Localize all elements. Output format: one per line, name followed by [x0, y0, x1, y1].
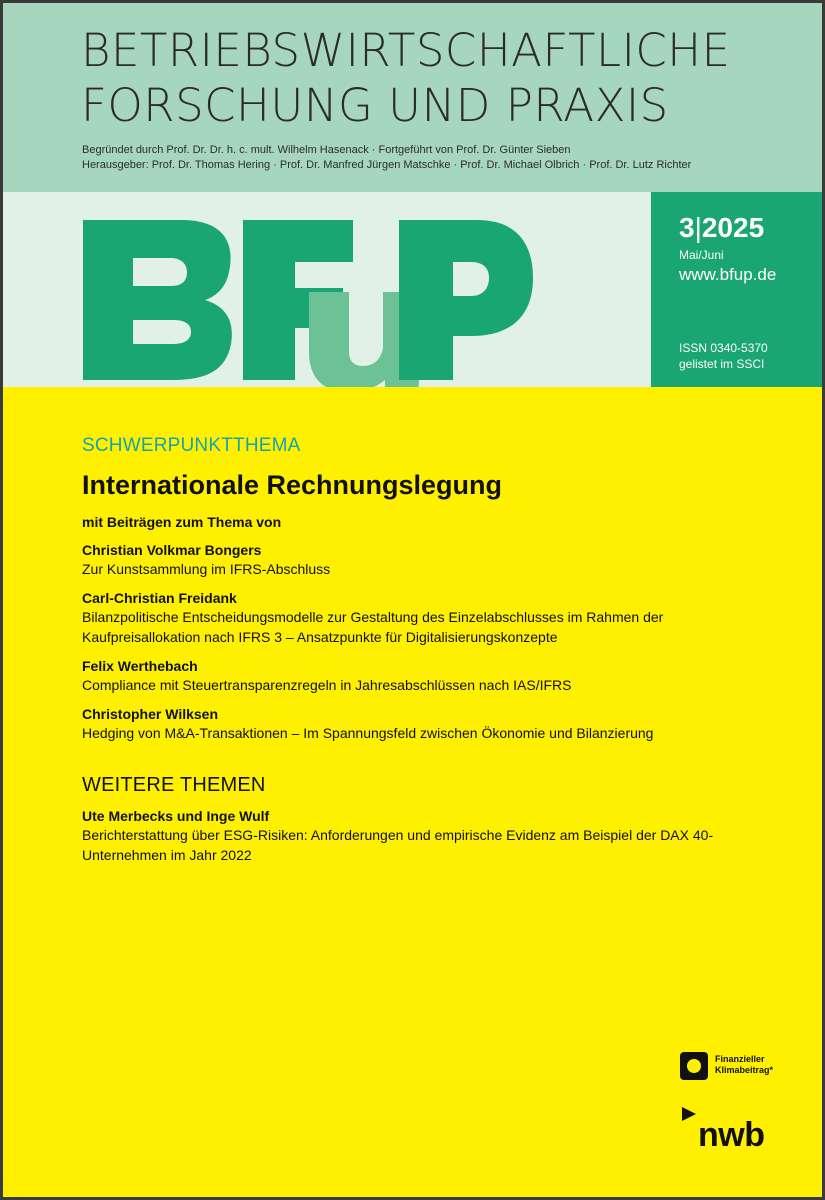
article-author: Christian Volkmar Bongers — [82, 542, 262, 558]
issue-months: Mai/Juni — [679, 248, 724, 262]
article-title: Berichterstattung über ESG-Risiken: Anforderungen und empirische Evidenz am Beispiel der DAX 40-Unternehmen im Jahr 2022 — [82, 827, 714, 863]
article-item — [82, 807, 782, 865]
article-title: Compliance mit Steuertransparenzregeln in Jahresabschlüssen nach IAS/IFRS — [82, 677, 572, 693]
focus-headline: Internationale Rechnungslegung — [82, 470, 503, 500]
article-author: Carl-Christian Freidank — [82, 590, 237, 606]
focus-intro: mit Beiträgen zum Thema von — [82, 514, 282, 530]
article-item — [82, 705, 782, 743]
climate-badge-line-1: Finanzieller — [715, 1054, 765, 1064]
editors-credits — [82, 143, 812, 173]
article-title: Zur Kunstsammlung im IFRS-Abschluss — [82, 561, 331, 577]
journal-title-line-1: BETRIEBSWIRTSCHAFTLICHE — [81, 24, 731, 77]
header-band — [3, 3, 822, 192]
climate-contribution-badge — [680, 1052, 800, 1082]
bfup-logo — [3, 192, 651, 387]
issue-separator: | — [694, 212, 702, 243]
article-item — [82, 589, 782, 647]
founders-line: Begründet durch Prof. Dr. Dr. h. c. mult. Wilhelm Hasenack · Fortgeführt von Prof. Dr. Günter Sieben — [82, 144, 571, 156]
ssci-note: gelistet im SSCI — [679, 357, 765, 371]
publisher-name: nwb — [698, 1116, 765, 1154]
article-item — [82, 541, 782, 579]
climate-badge-text — [715, 1054, 773, 1076]
issue-number — [679, 212, 764, 244]
article-item — [82, 657, 782, 695]
further-topics-label: WEITERE THEMEN — [82, 774, 266, 796]
climate-badge-line-2: Klimabeitrag* — [715, 1065, 774, 1075]
issue-number-value: 3 — [679, 212, 695, 243]
issue-year: 2025 — [701, 212, 765, 243]
article-author: Felix Werthebach — [82, 658, 198, 674]
publisher-arrow-icon — [682, 1107, 696, 1121]
issue-info-box — [651, 192, 822, 387]
issn-number: ISSN 0340-5370 — [679, 341, 768, 355]
article-author: Christopher Wilksen — [82, 706, 219, 722]
focus-label: SCHWERPUNKTTHEMA — [82, 435, 301, 456]
article-title: Hedging von M&A-Transaktionen – Im Spannungsfeld zwischen Ökonomie und Bilanzierung — [82, 725, 654, 741]
contents — [82, 434, 782, 865]
journal-title-line-2: FORSCHUNG UND PRAXIS — [81, 79, 669, 132]
journal-website: www.bfup.de — [679, 265, 777, 284]
article-title: Bilanzpolitische Entscheidungsmodelle zur Gestaltung des Einzelabschlusses im Rahmen der Kaufpreisallokation nach IFRS 3 – Ansatzpunkte für Digitalisierungskonzepte — [82, 609, 664, 645]
issn-block — [679, 340, 768, 372]
climate-badge-icon — [680, 1052, 708, 1080]
publisher-logo — [678, 1107, 788, 1157]
article-author: Ute Merbecks und Inge Wulf — [82, 808, 270, 824]
editors-line: Herausgeber: Prof. Dr. Thomas Hering · Prof. Dr. Manfred Jürgen Matschke · Prof. Dr. Michael Olbrich · Prof. Dr. Lutz Richter — [82, 159, 692, 171]
journal-title — [81, 23, 811, 133]
